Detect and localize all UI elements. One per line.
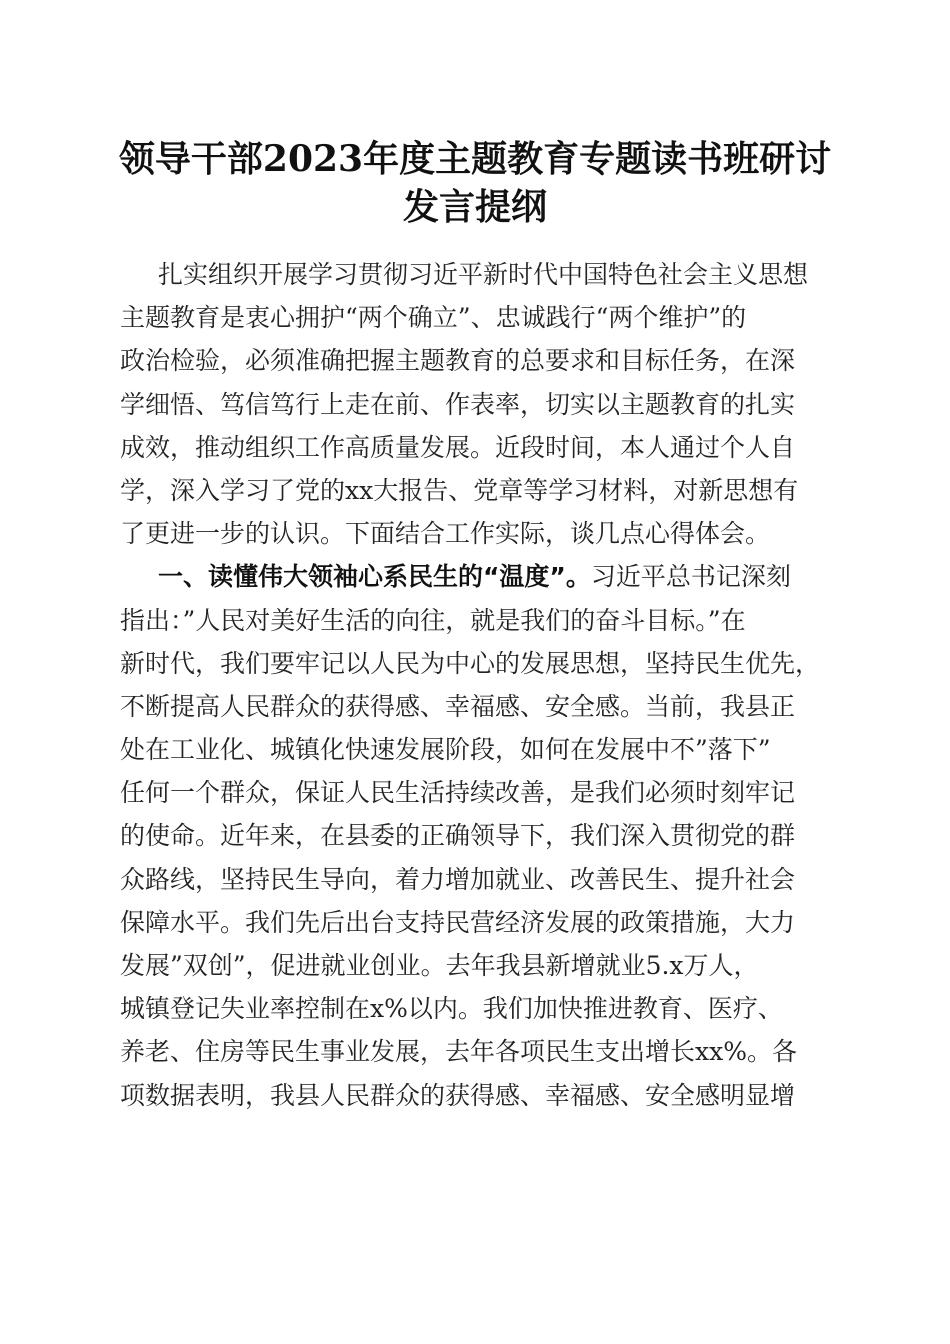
paragraph-2-line-5: 处在工业化、城镇化快速发展阶段，如何在发展中不”落下” [120, 735, 771, 765]
document-body [120, 253, 832, 1117]
paragraph-2-line-13: 项数据表明，我县人民群众的获得感、幸福感、安全感明显增 [120, 1080, 796, 1110]
paragraph-1-line-5: 成效，推动组织工作高质量发展。近段时间，本人通过个人自 [120, 432, 796, 462]
paragraph-1-line-3: 政治检验，必须准确把握主题教育的总要求和目标任务，在深 [120, 346, 796, 376]
paragraph-2-line-9: 保障水平。我们先后出台支持民营经济发展的政策措施，大力 [120, 907, 796, 937]
paragraph-1-line-1: 扎实组织开展学习贯彻习近平新时代中国特色社会主义思想 [158, 260, 809, 289]
document-title-line-1: 领导干部2023年度主题教育专题读书班研讨 [118, 138, 832, 180]
paragraph-2-line-2: 指出：”人民对美好生活的向往，就是我们的奋斗目标。”在 [120, 605, 746, 635]
paragraph-2-line-1 [120, 555, 832, 598]
paragraph-2-line-4: 不断提高人民群众的获得感、幸福感、安全感。当前，我县正 [120, 691, 796, 721]
paragraph-2-line-10: 发展”双创”，促进就业创业。去年我县新增就业5.x万人， [120, 951, 759, 980]
paragraph-1-line-7: 了更进一步的认识。下面结合工作实际，谈几点心得体会。 [120, 519, 771, 549]
paragraph-1-line-6: 学，深入学习了党的xx大报告、党章等学习材料，对新思想有 [120, 475, 799, 505]
document-title-line-2: 发言提纲 [402, 186, 547, 228]
paragraph-2-line-7: 的使命。近年来，在县委的正确领导下，我们深入贯彻党的群 [120, 821, 796, 851]
paragraph-1-line-4: 学细悟、笃信笃行上走在前、作表率，切实以主题教育的扎实 [120, 389, 796, 419]
section-1-lead-text: 习近平总书记深刻 [590, 562, 791, 592]
paragraph-2-line-8: 众路线，坚持民生导向，着力增加就业、改善民生、提升社会 [120, 864, 796, 894]
paragraph-2-line-6: 任何一个群众，保证人民生活持续改善，是我们必须时刻牢记 [120, 778, 796, 808]
paragraph-2-line-3: 新时代，我们要牢记以人民为中心的发展思想，坚持民生优先， [120, 648, 821, 678]
paragraph-2-line-12: 养老、住房等民生事业发展，去年各项民生支出增长xx%。各 [120, 1037, 797, 1067]
paragraph-1-line-2: 主题教育是衷心拥护“两个确立”、忠诚践行“两个维护”的 [120, 303, 747, 333]
paragraph-2-line-11: 城镇登记失业率控制在x%以内。我们加快推进教育、医疗、 [120, 994, 783, 1024]
section-1-heading: 一、读懂伟大领袖心系民生的“温度”。 [158, 562, 591, 592]
